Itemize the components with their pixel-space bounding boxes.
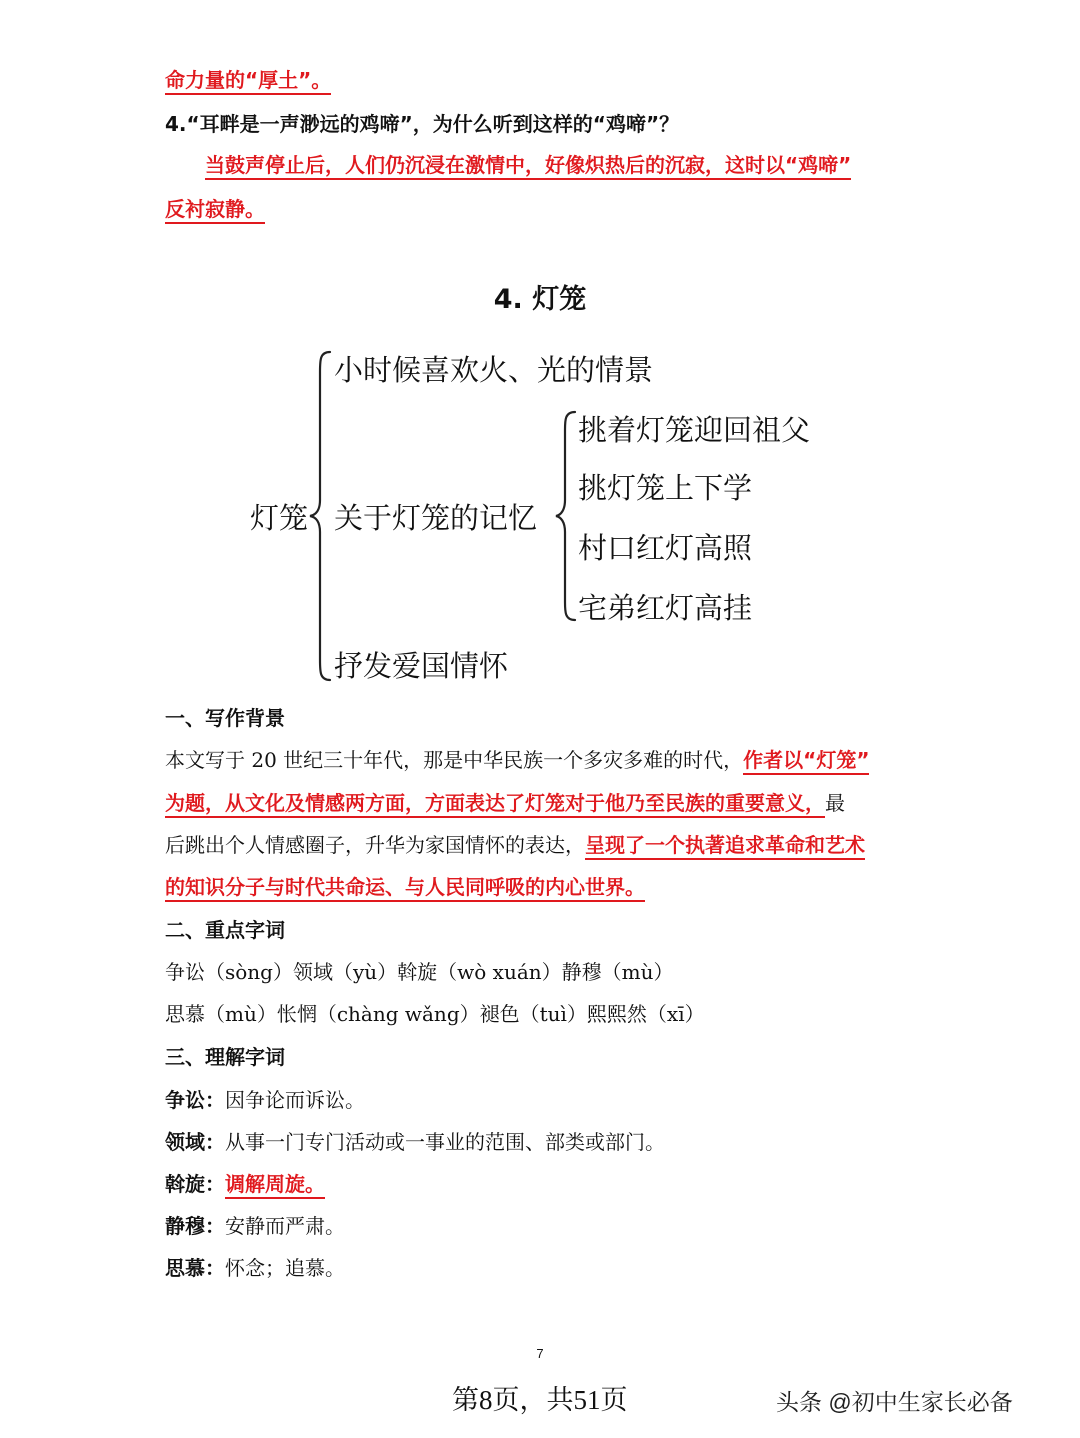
- mindmap-branch-2: 关于灯笼的记忆: [334, 501, 538, 535]
- mindmap-branch-1: 小时候喜欢火、光的情景: [334, 353, 654, 387]
- definition-item: [165, 1128, 665, 1156]
- section-1-heading: 一、写作背景: [165, 706, 285, 730]
- definition-term: 领域：: [165, 1130, 225, 1154]
- s1-line-1: [165, 746, 869, 774]
- page-of-total: 第8页，共51页: [452, 1385, 628, 1415]
- continuation-text: 命力量的“厚土”。: [165, 68, 331, 95]
- s1-l2-red: 为题，从文化及情感两方面，方面表达了灯笼对于他乃至民族的重要意义，: [165, 791, 825, 818]
- s1-l3-plain: 后跳出个人情感圈子，升华为家国情怀的表达，: [165, 833, 585, 857]
- definition-item: [165, 1254, 345, 1282]
- definition-text: 安静而严肃。: [225, 1214, 345, 1238]
- answer-4-text1: 当鼓声停止后，人们仍沉浸在激情中，好像炽热后的沉寂，这时以“鸡啼”: [205, 153, 851, 180]
- sub-brace: [556, 412, 575, 620]
- definition-item: [165, 1170, 325, 1198]
- definition-term: 思慕：: [165, 1256, 225, 1280]
- definition-text: 因争论而诉讼。: [225, 1088, 365, 1112]
- page-number: 7: [536, 1346, 544, 1361]
- s1-l1-red: 作者以“灯笼”: [743, 748, 869, 775]
- mindmap-sub-3: 村口红灯高照: [578, 531, 753, 565]
- section-2-heading: 二、重点字词: [165, 918, 285, 942]
- mindmap-sub-1: 挑着灯笼迎回祖父: [578, 413, 811, 447]
- definition-item: [165, 1212, 345, 1240]
- s1-l1-plain: 本文写于 20 世纪三十年代，那是中华民族一个多灾多难的时代，: [165, 748, 744, 772]
- s1-line-3: [165, 831, 865, 859]
- s2-words-line-1: 争讼（sòng）领域（yù）斡旋（wò xuán）静穆（mù）: [165, 960, 674, 984]
- s2-words-line-2: 思慕（mù）怅惘（chàng wǎng）褪色（tuì）熙熙然（xī）: [165, 1002, 705, 1026]
- definition-term: 争讼：: [165, 1088, 225, 1112]
- definition-term: 静穆：: [165, 1214, 225, 1238]
- s1-l4-red: 的知识分子与时代共命运、与人民同呼吸的内心世界。: [165, 875, 645, 902]
- definition-text: 从事一门专门活动或一事业的范围、部类或部门。: [225, 1130, 665, 1154]
- definition-term: 斡旋：: [165, 1172, 225, 1196]
- definition-text-highlight: 调解周旋。: [225, 1172, 325, 1199]
- mindmap-branch-3: 抒发爱国情怀: [334, 649, 509, 683]
- answer-4-text2: 反衬寂静。: [165, 197, 265, 224]
- main-brace: [310, 352, 330, 680]
- mindmap-root: 灯笼: [250, 501, 309, 535]
- s1-l2-plain: 最: [825, 791, 845, 815]
- mindmap-sub-4: 宅弟红灯高挂: [578, 591, 753, 625]
- s1-l3-red: 呈现了一个执著追求革命和艺术: [585, 833, 865, 860]
- mindmap-sub-2: 挑灯笼上下学: [578, 471, 753, 505]
- question-4: 4.“耳畔是一声渺远的鸡啼”，为什么听到这样的“鸡啼”？: [165, 112, 680, 136]
- definition-text: 怀念；追慕。: [225, 1256, 345, 1280]
- definition-item: [165, 1086, 365, 1114]
- section-3-heading: 三、理解字词: [165, 1045, 285, 1069]
- s1-line-2: [165, 789, 845, 817]
- s1-line-4: [165, 873, 645, 901]
- lesson-title: 4. 灯笼: [493, 284, 587, 315]
- watermark: 头条 @初中生家长必备: [776, 1389, 1013, 1415]
